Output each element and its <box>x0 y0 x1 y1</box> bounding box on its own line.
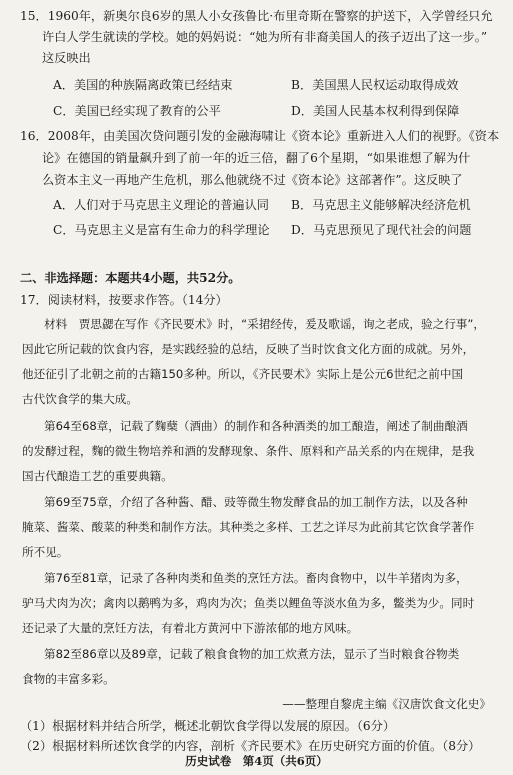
material-p5-line2: 食物的丰富多彩。 <box>22 672 115 686</box>
q16-stem-line3: 么资本主义一再地产生危机，那么他就绕不过《资本论》这部著作”。这反映了 <box>42 173 463 187</box>
material-p1-line1: 材料 贾思勰在写作《齐民要术》时，“采捃经传，爰及歌谣，询之老成，验之行事”， <box>44 317 485 331</box>
q17-subquestion-1: （1）根据材料并结合所学，概述北朝饮食学得以发展的原因。（6分） <box>20 719 396 733</box>
q15-stem-line2: 许白人学生就读的学校。她的妈妈说：“她为所有非裔美国人的孩子迈出了这一步。” <box>42 30 488 44</box>
q15-option-c: C．美国已经实现了教育的公平 <box>53 104 221 118</box>
material-p2-line1: 第64至68章，记载了麴蘖（酒曲）的制作和各种酒类的加工酿造，阐述了制曲酿酒 <box>44 419 468 433</box>
material-p3-line3: 所不见。 <box>22 545 69 559</box>
q16-option-d: D．马克思预见了现代社会的问题 <box>291 223 472 237</box>
material-p1-line2: 因此它所记载的饮食内容，是实践经验的总结，反映了当时饮食文化方面的成就。另外， <box>22 342 475 356</box>
material-p2-line2: 的发酵过程，麴的微生物培养和酒的发酵现象、条件、原料和产品关系的内在规律，是我 <box>22 444 475 458</box>
q17-title: 17．阅读材料，按要求作答。（14分） <box>20 293 228 307</box>
q17-subquestion-2: （2）根据材料所述饮食学的内容，剖析《齐民要术》在历史研究方面的价值。（8分） <box>20 739 481 753</box>
q16-stem-line1: 16．2008年，由美国次贷问题引发的金融海啸让《资本论》重新进入人们的视野。《资本 <box>20 129 500 143</box>
q15-option-d: D．美国人民基本权利得到保障 <box>291 104 460 118</box>
section-heading: 二、非选择题：本题共4小题，共52分。 <box>20 271 241 285</box>
material-p3-line2: 腌菜、酱菜、酸菜的种类和制作方法。其种类之多样、工艺之详尽为此前其它饮食学著作 <box>22 520 475 534</box>
q15-stem-line3: 这反映出 <box>42 51 91 65</box>
q16-stem-line2: 论》在德国的销量飙升到了前一年的近三倍，翻了6个星期，“如果谁想了解为什 <box>42 151 471 165</box>
material-p4-line3: 还记录了大量的烹饪方法，有着北方黄河中下游浓郁的地方风味。 <box>22 621 359 635</box>
material-p1-line3: 他还征引了北朝之前的古籍150多种。所以，《齐民要术》实际上是公元6世纪之前中国 <box>22 367 464 381</box>
q15-option-b: B．美国黑人民权运动取得成效 <box>291 78 459 92</box>
material-p1-line4: 古代饮食学的集大成。 <box>22 392 138 406</box>
q16-option-b: B．马克思主义能够解决经济危机 <box>291 198 471 212</box>
q15-stem-line1: 15．1960年，新奥尔良6岁的黑人小女孩鲁比·布里奇斯在警察的护送下，入学曾经只允 <box>20 9 493 23</box>
material-p4-line2: 驴马犬肉为次；禽肉以鹅鸭为多，鸡肉为次；鱼类以鲤鱼等淡水鱼为多，鳖类为少。同时 <box>22 596 475 610</box>
page-footer: 历史试卷 第4页（共6页） <box>185 754 328 768</box>
material-p3-line1: 第69至75章，介绍了各种酱、醋、豉等微生物发酵食品的加工制作方法，以及各种 <box>44 495 468 509</box>
material-p5-line1: 第82至86章以及89章，记载了粮食食物的加工炊煮方法，显示了当时粮食谷物类 <box>44 647 460 661</box>
q15-option-a: A．美国的种族隔离政策已经结束 <box>53 78 233 92</box>
q16-option-c: C．马克思主义是富有生命力的科学理论 <box>53 223 270 237</box>
q16-option-a: A．人们对于马克思主义理论的普遍认同 <box>53 198 269 212</box>
material-p2-line3: 国古代酿造工艺的重要典籍。 <box>22 469 173 483</box>
material-p4-line1: 第76至81章，记录了各种肉类和鱼类的烹饪方法。畜肉食物中，以牛羊猪肉为多， <box>44 571 468 585</box>
material-source: ——整理自黎虎主编《汉唐饮食文化史》 <box>282 697 491 711</box>
